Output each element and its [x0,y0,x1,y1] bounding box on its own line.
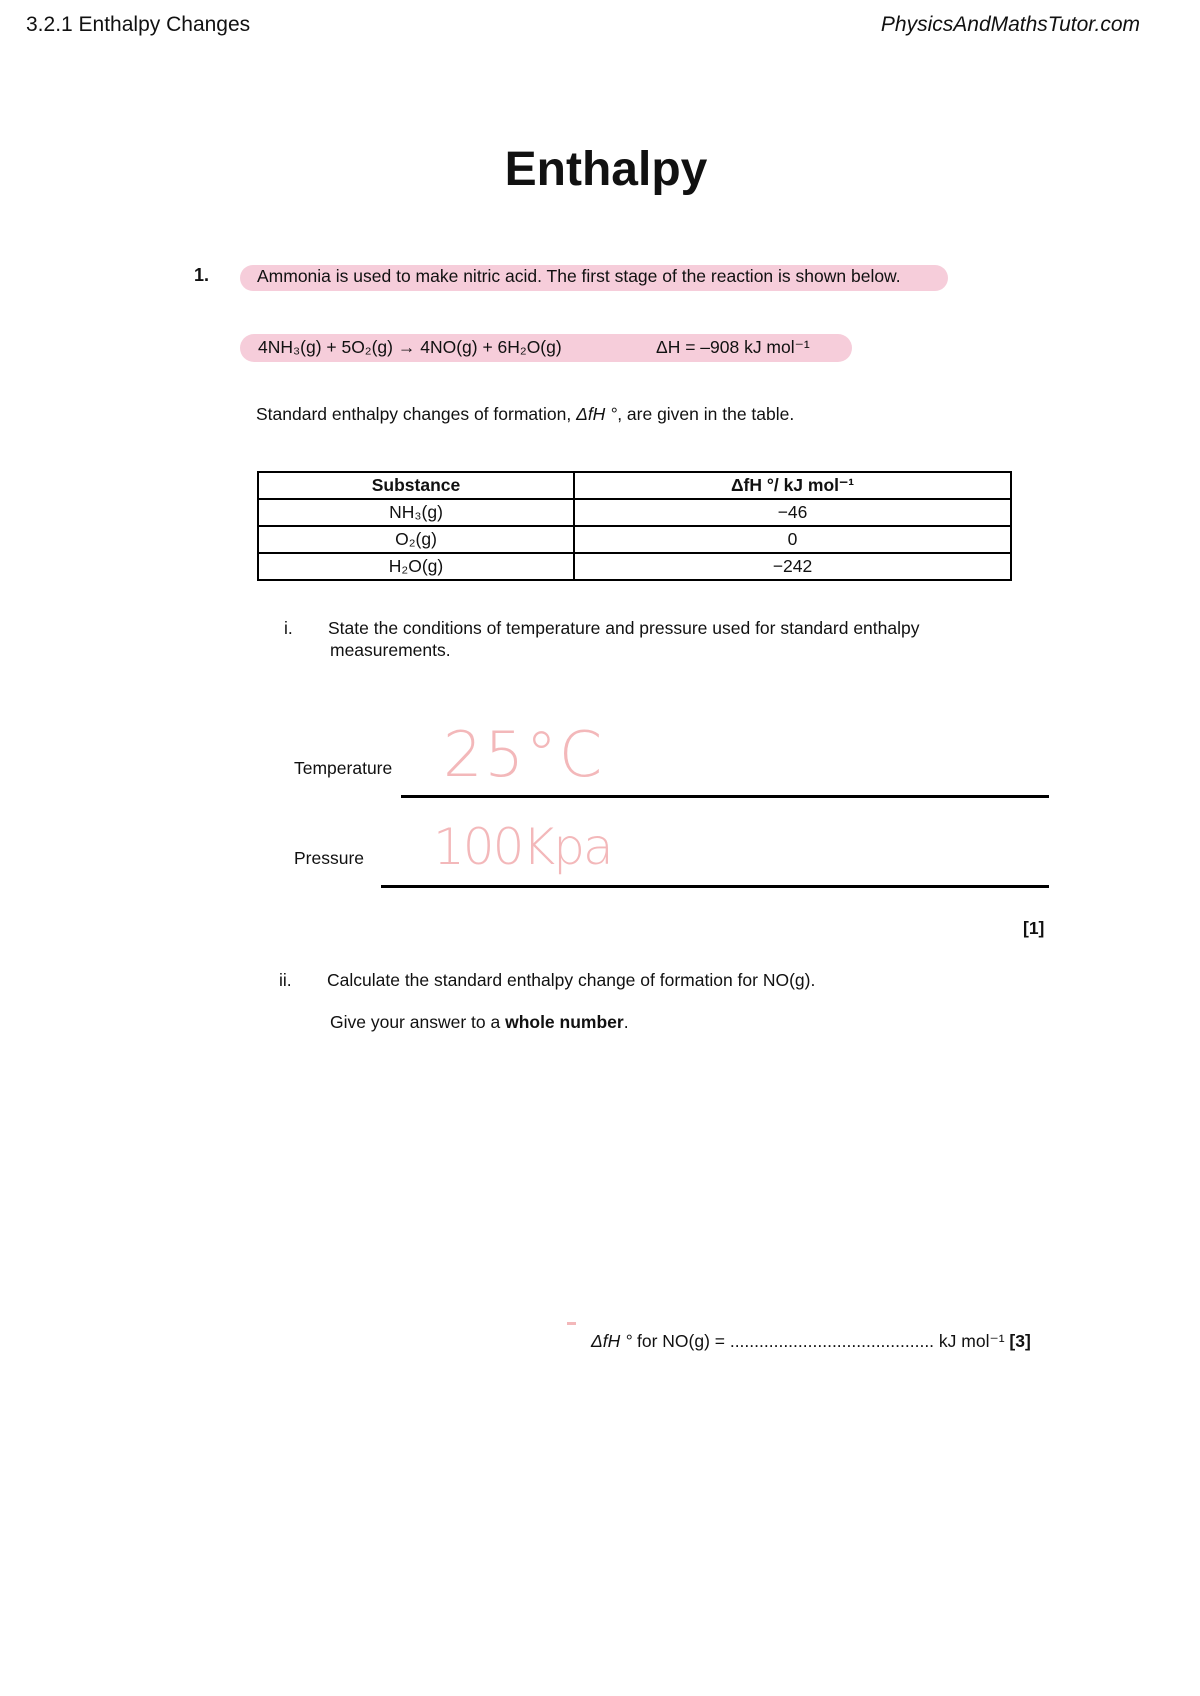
table-cell: −46 [574,499,1011,526]
table-intro [256,404,794,425]
pressure-label: Pressure [294,848,365,868]
page-topic-header: 3.2.1 Enthalpy Changes [26,13,251,36]
table-intro-symbol: ΔfH ° [576,404,618,424]
table-header-substance: Substance [258,472,574,499]
part-i-text-line1: State the conditions of temperature and pressure used for standard enthalpy [328,618,920,638]
site-name-header: PhysicsAndMathsTutor.com [880,13,1140,36]
table-header-enthalpy: ΔfH °/ kJ mol⁻¹ [574,472,1011,499]
part-i-marks: [1] [1023,918,1045,938]
temperature-answer-line [401,795,1049,798]
pressure-answer-line [381,885,1049,888]
temperature-label: Temperature [294,758,393,778]
table-cell: 0 [574,526,1011,553]
temperature-handwritten-answer: 25°C [443,718,605,791]
table-header-row [258,472,1011,499]
table-cell: O₂(g) [258,526,574,553]
reaction-equation: 4NH₃(g) + 5O₂(g) → 4NO(g) + 6H₂O(g) [258,337,562,357]
instruction-start: Give your answer to a [330,1012,506,1032]
table-intro-end: , are given in the table. [617,404,795,424]
part-i-text-line2: measurements. [330,640,451,660]
pen-mark [567,1322,576,1325]
table-intro-start: Standard enthalpy changes of formation, [256,404,577,424]
instruction-bold: whole number [505,1012,624,1032]
page-title: Enthalpy [504,143,708,196]
part-ii-label: ii. [279,970,292,990]
part-ii-instruction [330,1012,629,1033]
answer-symbol: ΔfH ° [591,1331,633,1351]
pressure-handwritten-answer: 100Kpa [433,818,612,876]
reaction-enthalpy: ΔH = –908 kJ mol⁻¹ [656,337,810,357]
answer-line [591,1331,1031,1352]
table-row [258,526,1011,553]
enthalpy-table [257,471,1012,581]
table-cell: −242 [574,553,1011,580]
part-ii-marks: [3] [1009,1331,1031,1351]
question-number: 1. [194,265,210,285]
table-row [258,553,1011,580]
table-row [258,499,1011,526]
answer-dotted-line: for NO(g) = .......................................... kJ mol⁻¹ [632,1331,1010,1351]
part-i-label: i. [284,618,293,638]
part-ii-text: Calculate the standard enthalpy change of formation for NO(g). [327,970,816,990]
table-cell: H₂O(g) [258,553,574,580]
instruction-end: . [623,1012,629,1032]
table-cell: NH₃(g) [258,499,574,526]
question-intro: Ammonia is used to make nitric acid. The first stage of the reaction is shown below. [257,266,901,286]
